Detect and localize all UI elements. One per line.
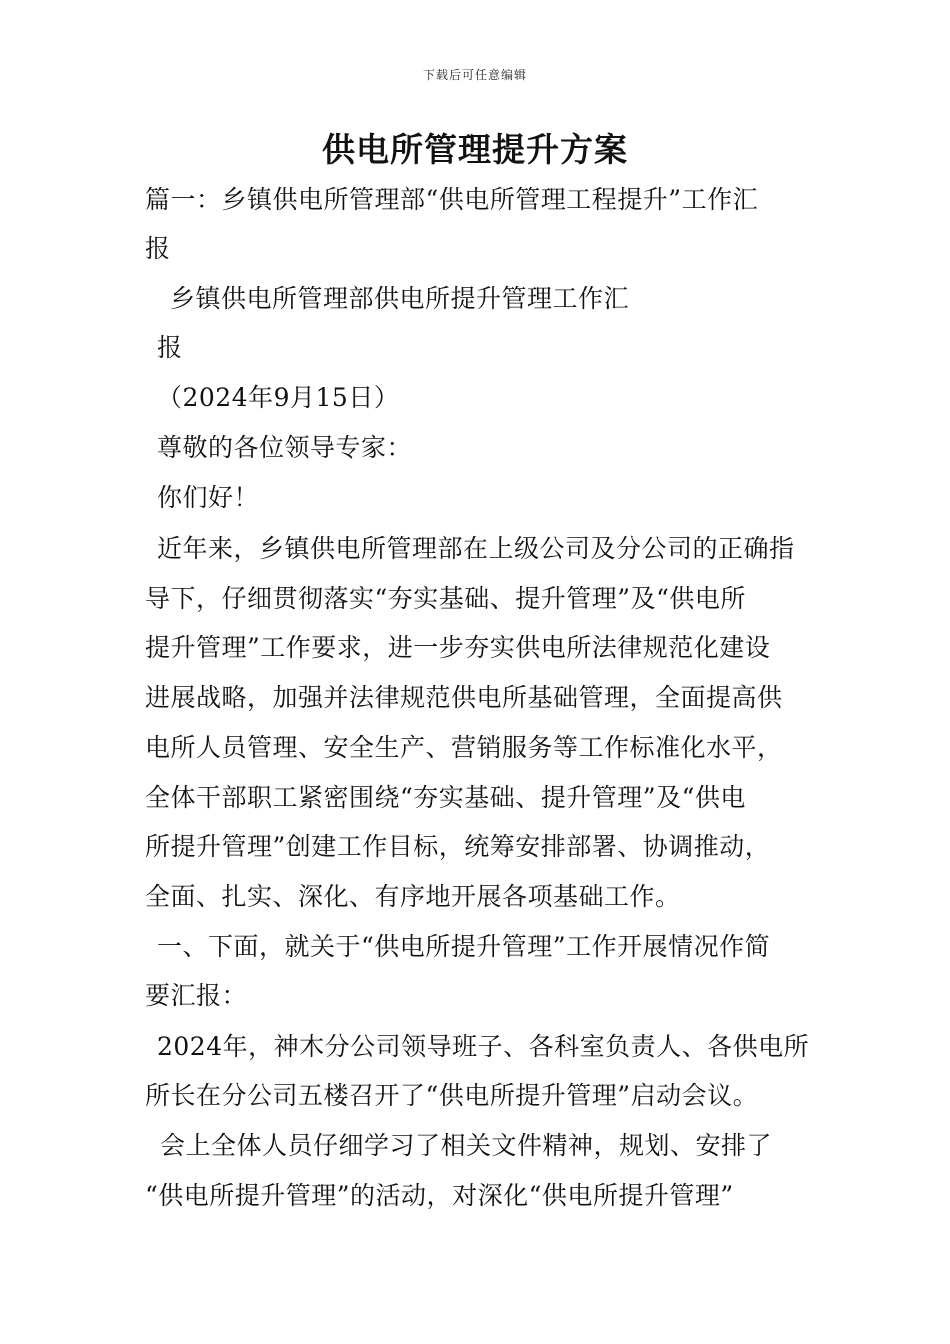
salutation-line: 尊敬的各位领导专家： <box>157 433 413 462</box>
body-line: 导下，仔细贯彻落实“夯实基础、提升管理”及“供电所 <box>145 584 746 613</box>
body-line: 要汇报： <box>145 981 248 1010</box>
body-line: 提升管理”工作要求，进一步夯实供电所法律规范化建设 <box>145 633 771 662</box>
body-line: 报 <box>157 333 183 362</box>
body-line: 电所人员管理、安全生产、营销服务等工作标准化水平， <box>145 733 783 762</box>
body-line: “供电所提升管理”的活动，对深化“供电所提升管理” <box>145 1181 734 1210</box>
greeting-line: 你们好！ <box>157 483 260 512</box>
body-line: 全体干部职工紧密围绕“夯实基础、提升管理”及“供电 <box>145 783 746 812</box>
body-line: 篇一：乡镇供电所管理部“供电所管理工程提升”工作汇 <box>145 185 759 214</box>
body-line: 2024年，神木分公司领导班子、各科室负责人、各供电所 <box>157 1032 810 1061</box>
date-line: （2024年9月15日） <box>157 383 400 412</box>
body-line: 乡镇供电所管理部供电所提升管理工作汇 <box>170 284 630 313</box>
body-line: 所提升管理”创建工作目标，统筹安排部署、协调推动， <box>145 832 771 861</box>
body-line: 全面、扎实、深化、有序地开展各项基础工作。 <box>145 882 681 911</box>
document-title: 供电所管理提升方案 <box>322 130 628 169</box>
body-line: 报 <box>145 234 171 263</box>
body-line: 进展战略，加强并法律规范供电所基础管理，全面提高供 <box>145 683 783 712</box>
body-line: 近年来，乡镇供电所管理部在上级公司及分公司的正确指 <box>157 534 795 563</box>
page-header-note: 下载后可任意编辑 <box>422 68 527 82</box>
body-line: 所长在分公司五楼召开了“供电所提升管理”启动会议。 <box>145 1081 759 1110</box>
body-line: 会上全体人员仔细学习了相关文件精神，规划、安排了 <box>160 1131 773 1160</box>
section-heading-line: 一、下面，就关于“供电所提升管理”工作开展情况作简 <box>157 932 771 961</box>
